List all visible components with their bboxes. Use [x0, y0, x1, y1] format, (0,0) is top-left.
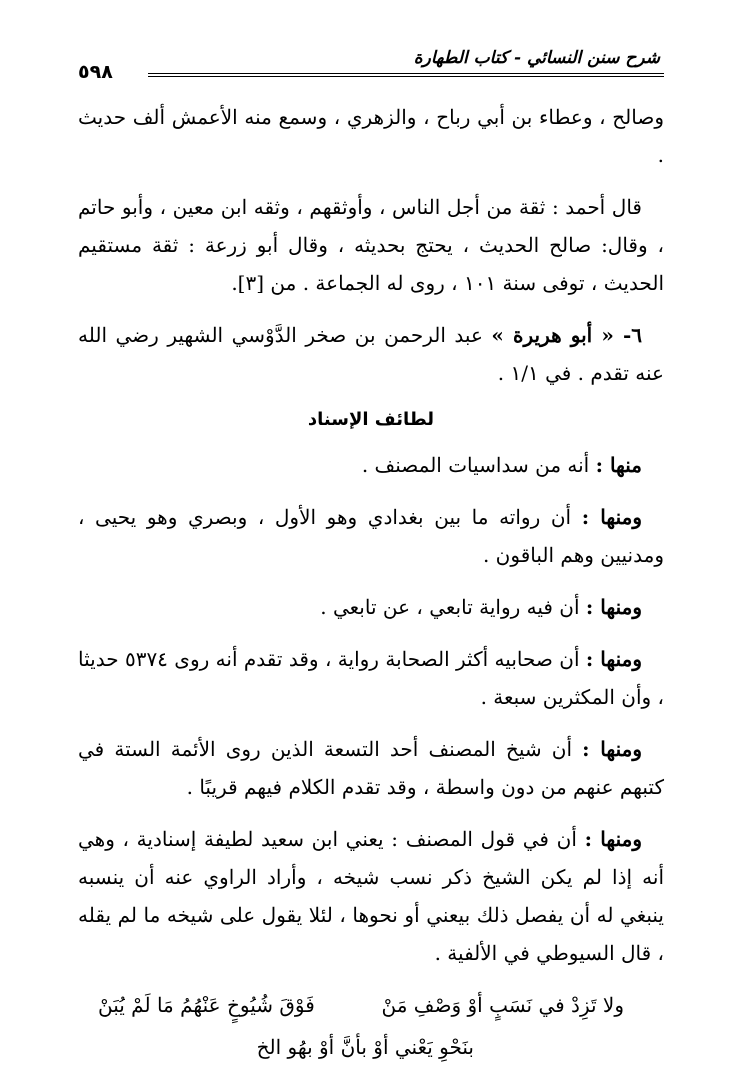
list-item — [78, 730, 664, 806]
list-item — [78, 588, 664, 626]
item-text: أن في قول المصنف : يعني ابن سعيد لطيفة إسنادية ، وهي أنه إذا لم يكن الشيخ ذكر نسب شيخه ، وأراد الراوي عنه أن ينسبه ينبغي له أن يفصل ذلك بيعني أو نحوها ، لئلا يقول على شيخه ما لم يقله ، قال السيوطي في الألفية . — [78, 827, 664, 965]
verse-hemistich-2: فَوْقَ شُيُوخٍ عَنْهُمُ مَا لَمْ يُبَنْ — [98, 993, 315, 1017]
list-item — [78, 446, 664, 484]
paragraph-3 — [78, 316, 664, 392]
running-header — [78, 40, 664, 83]
item-text: أن رواته ما بين بغدادي وهو الأول ، وبصري وهو يحيى ، ومدنيين وهم الباقون . — [78, 505, 664, 567]
verse-line-2: بنَحْوِ يَعْني أوْ بأنَّ أوْ بهُو الخ — [256, 1035, 474, 1059]
verse-line-1 — [78, 986, 664, 1024]
item-lead: ومنها : — [585, 647, 642, 671]
paragraph-1: وصالح ، وعطاء بن أبي رباح ، والزهري ، وسمع منه الأعمش ألف حديث . — [78, 105, 664, 167]
page-body — [78, 98, 664, 1066]
item-lead: ومنها : — [584, 827, 642, 851]
item-text: أن صحابيه أكثر الصحابة رواية ، وقد تقدم أنه روى ٥٣٧٤ حديثا ، وأن المكثرين سبعة . — [78, 647, 664, 709]
item-lead: ومنها : — [582, 737, 642, 761]
list-item — [78, 640, 664, 716]
list-item — [78, 498, 664, 574]
header-rule — [148, 73, 664, 74]
header-rule-thin — [148, 76, 664, 77]
page-number: ٥٩٨ — [78, 61, 113, 83]
running-title: شرح سنن النسائي - كتاب الطهارة — [413, 48, 660, 68]
item-text: أنه من سداسيات المصنف . — [361, 453, 596, 477]
book-page — [78, 40, 664, 1059]
verse-hemistich-1: ولا تَزِدْ في نَسَبٍ أوْ وَصْفِ مَنْ — [381, 993, 624, 1017]
section-heading: لطائف الإسناد — [307, 409, 435, 430]
list-item — [78, 820, 664, 972]
item-lead: منها : — [595, 453, 642, 477]
item-text: أن فيه رواية تابعي ، عن تابعي . — [320, 595, 586, 619]
narrator-name: ٦- « أبو هريرة » — [491, 323, 642, 347]
narrator-description: عبد الرحمن بن صخر الدَّوْسي الشهير رضي الله عنه تقدم . في ١/١ . — [78, 323, 664, 385]
paragraph-2: قال أحمد : ثقة من أجل الناس ، وأوثقهم ، وثقه ابن معين ، وأبو حاتم ، وقال: صالح الحديث ، يحتج بحديثه ، وقال أبو زرعة : ثقة مستقيم الحديث ، توفى سنة ١٠١ ، روى له الجماعة . من [٣]. — [78, 195, 664, 295]
item-text: أن شيخ المصنف أحد التسعة الذين روى الأئمة الستة في كتبهم عنهم من دون واسطة ، وقد تقدم الكلام فيهم قريبًا . — [78, 737, 664, 799]
item-lead: ومنها : — [585, 595, 642, 619]
item-lead: ومنها : — [581, 505, 642, 529]
